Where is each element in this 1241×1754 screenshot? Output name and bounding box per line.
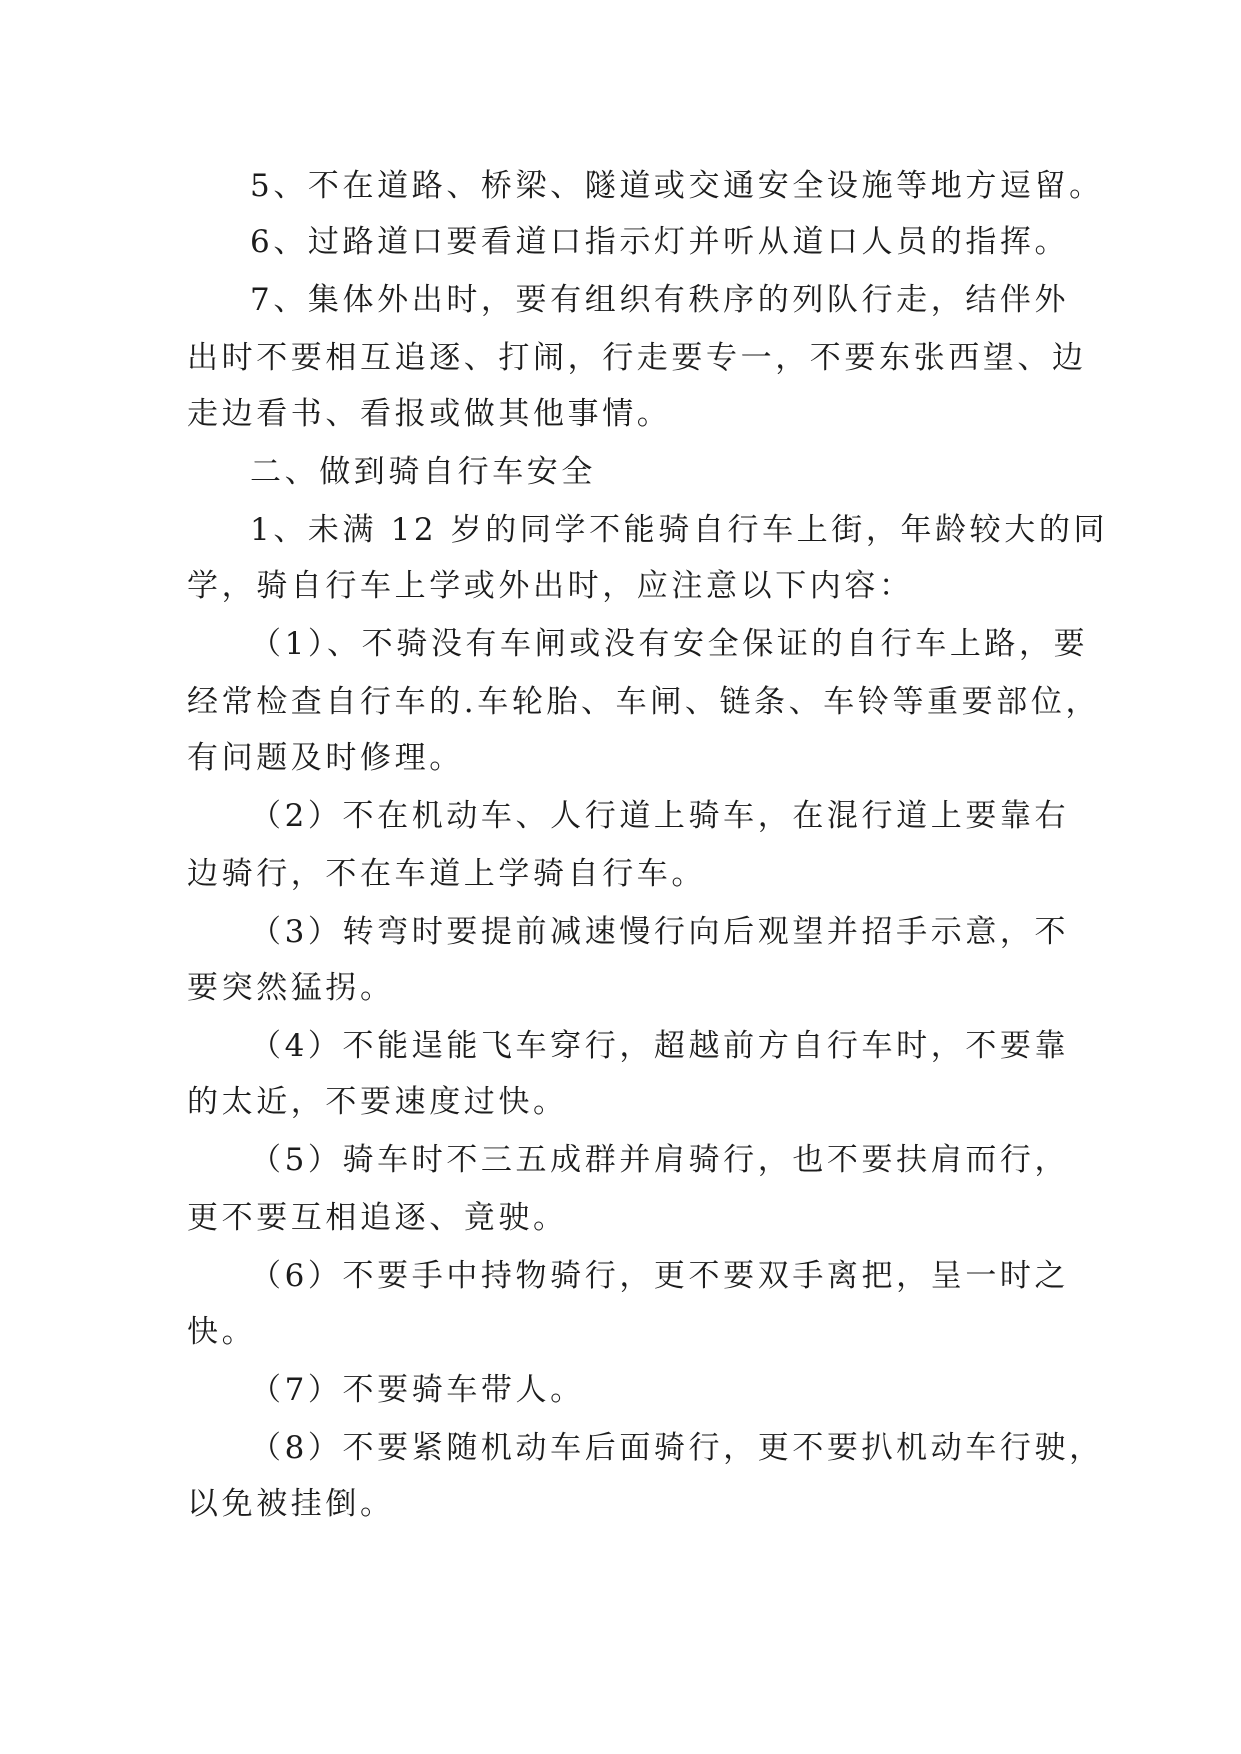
paragraph-line: （2）不在机动车、人行道上骑车，在混行道上要靠右 bbox=[250, 798, 1070, 834]
paragraph-line: （8）不要紧随机动车后面骑行，更不要扒机动车行驶， bbox=[250, 1430, 1104, 1466]
paragraph-line: （3）转弯时要提前减速慢行向后观望并招手示意，不 bbox=[250, 914, 1070, 950]
paragraph-line: 的太近，不要速度过快。 bbox=[187, 1084, 568, 1120]
paragraph-line: 走边看书、看报或做其他事情。 bbox=[187, 396, 672, 432]
paragraph-line: （7）不要骑车带人。 bbox=[250, 1372, 585, 1408]
paragraph-line: 边骑行，不在车道上学骑自行车。 bbox=[187, 856, 706, 892]
paragraph-line: （5）骑车时不三五成群并肩骑行，也不要扶肩而行， bbox=[250, 1142, 1070, 1178]
section-heading: 二、做到骑自行车安全 bbox=[250, 454, 596, 490]
paragraph-line: 1、未满 12 岁的同学不能骑自行车上街，年龄较大的同 bbox=[250, 512, 1109, 548]
paragraph-line: 7、集体外出时，要有组织有秩序的列队行走，结伴外 bbox=[250, 282, 1070, 318]
paragraph-line: 5、不在道路、桥梁、隧道或交通安全设施等地方逗留。 bbox=[250, 168, 1104, 204]
paragraph-line: （6）不要手中持物骑行，更不要双手离把，呈一时之 bbox=[250, 1258, 1070, 1294]
paragraph-line: 要突然猛拐。 bbox=[187, 970, 395, 1006]
paragraph-line: （4）不能逞能飞车穿行，超越前方自行车时，不要靠 bbox=[250, 1028, 1070, 1064]
paragraph-line: 快。 bbox=[187, 1314, 257, 1350]
paragraph-line: （1）、不骑没有车闸或没有安全保证的自行车上路，要 bbox=[250, 626, 1089, 662]
paragraph-line: 经常检查自行车的.车轮胎、车闸、链条、车铃等重要部位， bbox=[187, 684, 1101, 720]
paragraph-line: 以免被挂倒。 bbox=[187, 1486, 395, 1522]
paragraph-line: 学，骑自行车上学或外出时，应注意以下内容： bbox=[187, 568, 914, 604]
paragraph-line: 6、过路道口要看道口指示灯并听从道口人员的指挥。 bbox=[250, 224, 1070, 260]
paragraph-line: 更不要互相追逐、竟驶。 bbox=[187, 1200, 568, 1236]
paragraph-line: 出时不要相互追逐、打闹，行走要专一，不要东张西望、边 bbox=[187, 340, 1087, 376]
paragraph-line: 有问题及时修理。 bbox=[187, 740, 464, 776]
